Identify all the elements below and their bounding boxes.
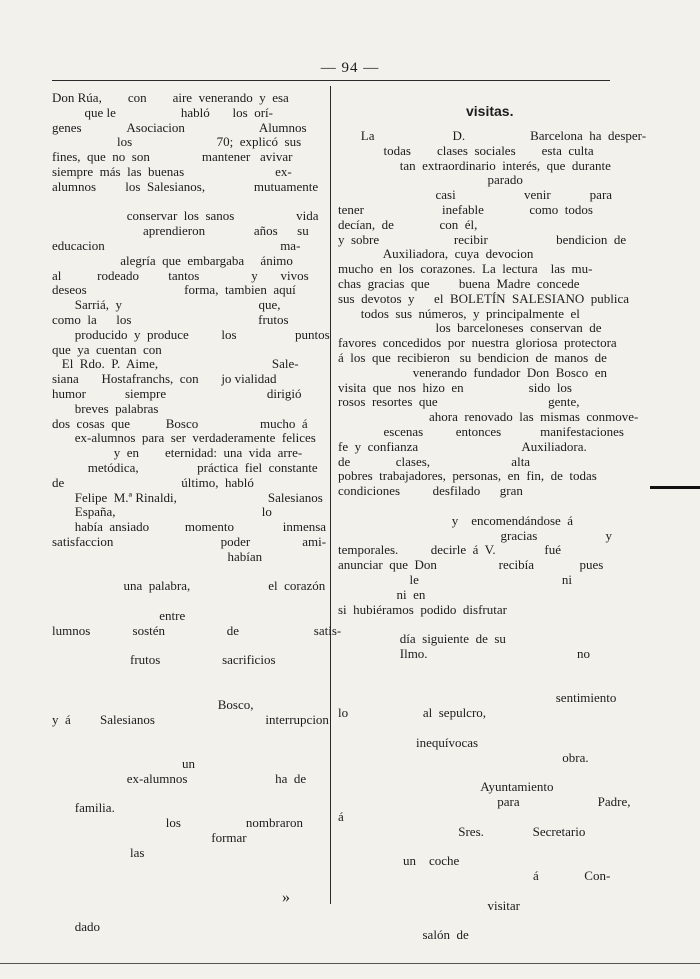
text-line: visita que nos hizo en sido los [338, 379, 572, 395]
text-line: deseos forma, tambien aquí [52, 282, 296, 298]
text-line: escenas entonces manifestaciones [338, 424, 624, 439]
text-line: satisfaccion poder ami- [52, 534, 327, 549]
text-line: las [52, 844, 145, 860]
text-line: los barceloneses conservan de [338, 320, 602, 336]
text-line: Bosco, [52, 696, 254, 712]
text-line: humor siempre dirigió [52, 386, 302, 401]
text-line: dos cosas que Bosco mucho á [52, 415, 308, 431]
text-line: y á Salesianos interrupcion [52, 711, 329, 727]
text-line: de clases, alta [338, 453, 531, 469]
text-line: condiciones desfilado gran [338, 483, 523, 499]
text-line: día siguiente de su [338, 631, 506, 647]
text-line: habían [52, 548, 263, 564]
text-line: Felipe M.ª Rinaldi, Salesianos [52, 489, 323, 505]
text-line: ex-alumnos ha de [52, 770, 307, 786]
page-number: — 94 — [320, 60, 380, 76]
text-line: La D. Barcelona ha desper- [338, 128, 647, 143]
text-line: todas clases sociales esta culta [338, 142, 594, 158]
text-line: familia. [52, 800, 115, 816]
text-line: genes Asociacion Alumnos [52, 119, 307, 135]
text-line: Auxiliadora, cuya devocion [338, 246, 534, 262]
text-line: si hubiéramos podido disfrutar [338, 601, 507, 617]
text-line: los 70; explicó sus [52, 134, 302, 150]
text-line: ex-alumnos para ser verdaderamente felices [52, 430, 316, 446]
text-line: Sres. Secretario [338, 823, 586, 839]
text-line: pobres trabajadores, personas, en fin, de todas [338, 468, 597, 484]
text-line: un [52, 756, 195, 771]
text-line: lumnos sostén de satis- [52, 622, 342, 638]
text-line: parado [338, 172, 523, 188]
text-line: anunciar que Don recibía pues [338, 557, 604, 573]
text-line: Ayuntamiento [338, 779, 554, 795]
text-line: á Con- [338, 868, 611, 883]
text-line: producido y produce los puntos [52, 326, 330, 342]
text-line: formar [52, 830, 247, 845]
text-line: Sarriá, y que, [52, 297, 281, 313]
text-line: decían, de con él, [338, 216, 478, 232]
text-line: rosos resortes que gente, [338, 394, 580, 410]
text-line: entre [52, 608, 186, 623]
text-line: alumnos los Salesianos, mutuamente [52, 178, 319, 194]
text-line: temporales. decirle á V. fué [338, 542, 561, 558]
text-line: favores concedidos por nuestra gloriosa protectora [338, 335, 617, 351]
text-line: tan extraordinario interés, que durante [338, 157, 611, 173]
text-line: á [338, 808, 344, 824]
text-line: casi venir para [338, 187, 613, 203]
text-line: educacion ma- [52, 238, 301, 253]
text-line: sus devotos y el BOLETÍN SALESIANO publica [338, 290, 630, 306]
text-line: de último, habló [52, 474, 254, 490]
text-line: El Rdo. P. Aime, Sale- [52, 356, 299, 372]
text-line: aprendieron años su [52, 223, 309, 239]
text-line: sentimiento [338, 690, 617, 706]
text-line: breves palabras [52, 400, 159, 416]
text-line: que ya cuentan con [52, 341, 162, 357]
text-line: siana Hostafranchs, con jo vialidad [52, 371, 277, 387]
text-line: España, lo [52, 504, 272, 520]
text-line: chas gracias que buena Madre concede [338, 276, 580, 291]
text-line: un coche [338, 853, 460, 869]
text-line: y sobre recibir bendicion de [338, 231, 627, 247]
text-line: y encomendándose á [338, 512, 574, 528]
text-line: al rodeado tantos y vivos [52, 267, 309, 283]
text-line: alegría que embargaba ánimo [52, 252, 293, 268]
text-line: mucho en los corazones. La lectura las mu- [338, 261, 593, 277]
text-line: Ilmo. no [338, 646, 591, 661]
text-line: que le habló los orí- [52, 104, 273, 120]
text-line: para Padre, [338, 794, 631, 809]
text-line: una palabra, el corazón [52, 578, 326, 594]
text-line: siempre más las buenas ex- [52, 164, 292, 179]
text-line: los nombraron [52, 815, 303, 831]
text-line: lo al sepulcro, [338, 705, 487, 721]
text-line: le ni [338, 572, 572, 587]
text-line: metódica, práctica fiel constante [52, 460, 318, 475]
text-line: venerando fundador Don Bosco en [338, 364, 607, 380]
text-line: inequívocas [338, 734, 479, 750]
text-line: dado [52, 918, 101, 934]
text-line: ahora renovado las mismas conmove- [338, 409, 639, 425]
text-line: visitar [338, 897, 520, 913]
text-line: ni en [338, 586, 426, 602]
text-line: conservar los sanos vida [52, 208, 319, 224]
text-line: gracias y [338, 527, 613, 543]
text-line: y en eternidad: una vida arre- [52, 445, 303, 461]
text-line: Don Rúa, con aire venerando y esa [52, 90, 289, 105]
text-line: obra. [338, 749, 589, 765]
section-heading: visitas. [466, 103, 514, 119]
text-line: fines, que no son mantener avivar [52, 149, 293, 165]
text-line: á los que recibieron su bendicion de manos de [338, 350, 607, 365]
text-line: había ansiado momento inmensa [52, 519, 327, 535]
text-line: todos sus números, y principalmente el [338, 305, 580, 321]
text-line: salón de [338, 927, 469, 943]
closing-mark: » [282, 889, 290, 906]
text-line: frutos sacrificios [52, 652, 276, 668]
text-line: como la los frutos [52, 312, 289, 327]
text-line: fe y confianza Auxiliadora. [338, 438, 587, 454]
text-line: tener inefable como todos [338, 202, 593, 217]
